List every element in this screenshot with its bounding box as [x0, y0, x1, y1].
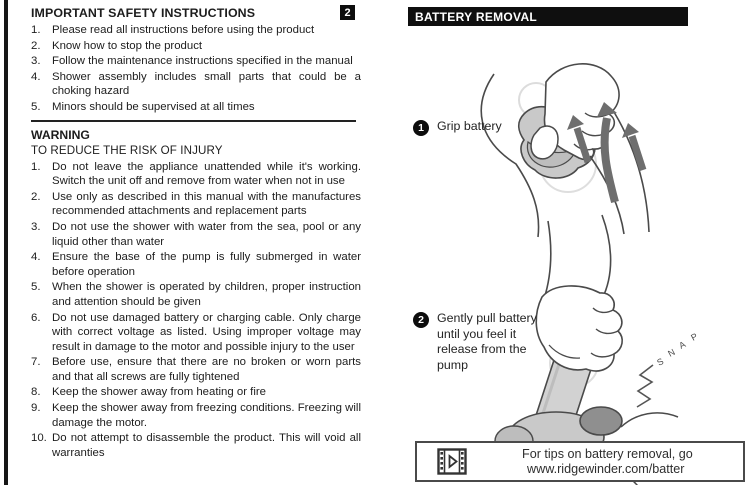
- list-item-text: Before use, ensure that there are no broken or worn parts and that all screws are fully tightened: [52, 356, 361, 383]
- list-item: [31, 160, 361, 189]
- list-item-number: 3.: [31, 55, 41, 68]
- safety-list: [31, 23, 361, 115]
- list-item: [31, 355, 361, 384]
- list-item: [31, 100, 361, 115]
- list-item-number: 9.: [31, 402, 41, 415]
- list-item-number: 4.: [31, 70, 41, 83]
- step-2: [413, 311, 541, 373]
- list-item-text: Shower assembly includes small parts that could be a choking hazard: [52, 70, 361, 98]
- list-item-number: 8.: [31, 386, 41, 399]
- list-item-text: Use only as described in this manual with the manufactures recommended attachments and replacement parts: [52, 190, 361, 218]
- tip-text: [522, 447, 693, 477]
- list-item: [31, 190, 361, 219]
- list-item-text: Minors should be supervised at all times: [52, 100, 255, 113]
- snap-burst: [637, 331, 699, 407]
- list-item: [31, 250, 361, 279]
- page-edge-line: [4, 0, 8, 485]
- list-item-number: 5.: [31, 281, 41, 294]
- list-item-number: 1.: [31, 24, 41, 36]
- list-item: [31, 54, 361, 69]
- warning-list: [31, 160, 361, 461]
- section-heading: IMPORTANT SAFETY INSTRUCTIONS: [31, 6, 256, 20]
- step-number-badge: 1: [413, 120, 429, 136]
- section-divider: [31, 120, 356, 122]
- list-item-text: Please read all instructions before using the product: [52, 24, 315, 36]
- list-item-number: 3.: [31, 220, 41, 233]
- list-item-number: 10.: [31, 432, 47, 445]
- list-item-number: 6.: [31, 311, 41, 324]
- tip-line-1: For tips on battery removal, go: [522, 446, 693, 461]
- section-heading-row: [31, 4, 361, 20]
- step-text: Gently pull battery until you feel it release from the pump: [437, 311, 537, 372]
- list-item-text: When the shower is operated by children, proper instruction and attention should be given: [52, 281, 361, 308]
- list-item-number: 4.: [31, 251, 41, 264]
- list-item-text: Do not leave the appliance unattended while it's working. Switch the unit off and remove from water when not in use: [52, 160, 361, 188]
- battery-removal-header: BATTERY REMOVAL: [408, 7, 688, 26]
- list-item-text: Keep the shower away from heating or fire: [52, 386, 267, 399]
- list-item: [31, 220, 361, 249]
- list-item-number: 2.: [31, 39, 41, 52]
- battery-removal-column: [408, 0, 700, 485]
- list-item-number: 1.: [31, 160, 41, 173]
- list-item-text: Follow the maintenance instructions specified in the manual: [52, 55, 353, 68]
- list-item: [31, 401, 361, 430]
- svg-text:A: A: [677, 339, 688, 351]
- step-text: Grip battery: [437, 119, 502, 133]
- list-item-text: Know how to stop the product: [52, 39, 203, 52]
- list-item: [31, 70, 361, 99]
- list-item-text: Ensure the base of the pump is fully submerged in water before operation: [52, 251, 361, 278]
- step-number-badge: 2: [413, 312, 429, 328]
- list-item-text: Do not use damaged battery or charging cable. Only charge with correct voltage as listed. Using improper voltage may result in damage to the motor and possible injury to the user: [52, 311, 361, 353]
- list-item: [31, 39, 361, 54]
- list-item-text: Keep the shower away from freezing conditions. Freezing will damage the motor.: [52, 402, 361, 429]
- list-item: [31, 431, 361, 460]
- tip-line-2: www.ridgewinder.com/batter: [527, 461, 685, 476]
- warning-subheading: TO REDUCE THE RISK OF INJURY: [31, 143, 223, 157]
- safety-instructions-column: [31, 4, 361, 461]
- video-icon: [437, 448, 467, 475]
- svg-text:S: S: [655, 356, 666, 368]
- list-item-text: Do not use the shower with water from the sea, pool or any liquid other than water: [52, 220, 361, 248]
- svg-text:P: P: [689, 331, 700, 343]
- list-item-number: 7.: [31, 356, 41, 369]
- grip-battery-illustration: [428, 52, 680, 237]
- list-item: [31, 385, 361, 400]
- page-number-badge: 2: [340, 5, 355, 20]
- list-item: [31, 280, 361, 309]
- video-tip-box: [415, 441, 745, 482]
- warning-heading: WARNING: [31, 127, 90, 142]
- list-item-number: 5.: [31, 100, 41, 113]
- list-item: [31, 311, 361, 355]
- step-1: [413, 119, 563, 136]
- list-item: [31, 23, 361, 38]
- list-item-number: 2.: [31, 190, 41, 203]
- list-item-text: Do not attempt to disassemble the product. This will void all warranties: [52, 432, 361, 459]
- svg-text:N: N: [666, 346, 677, 359]
